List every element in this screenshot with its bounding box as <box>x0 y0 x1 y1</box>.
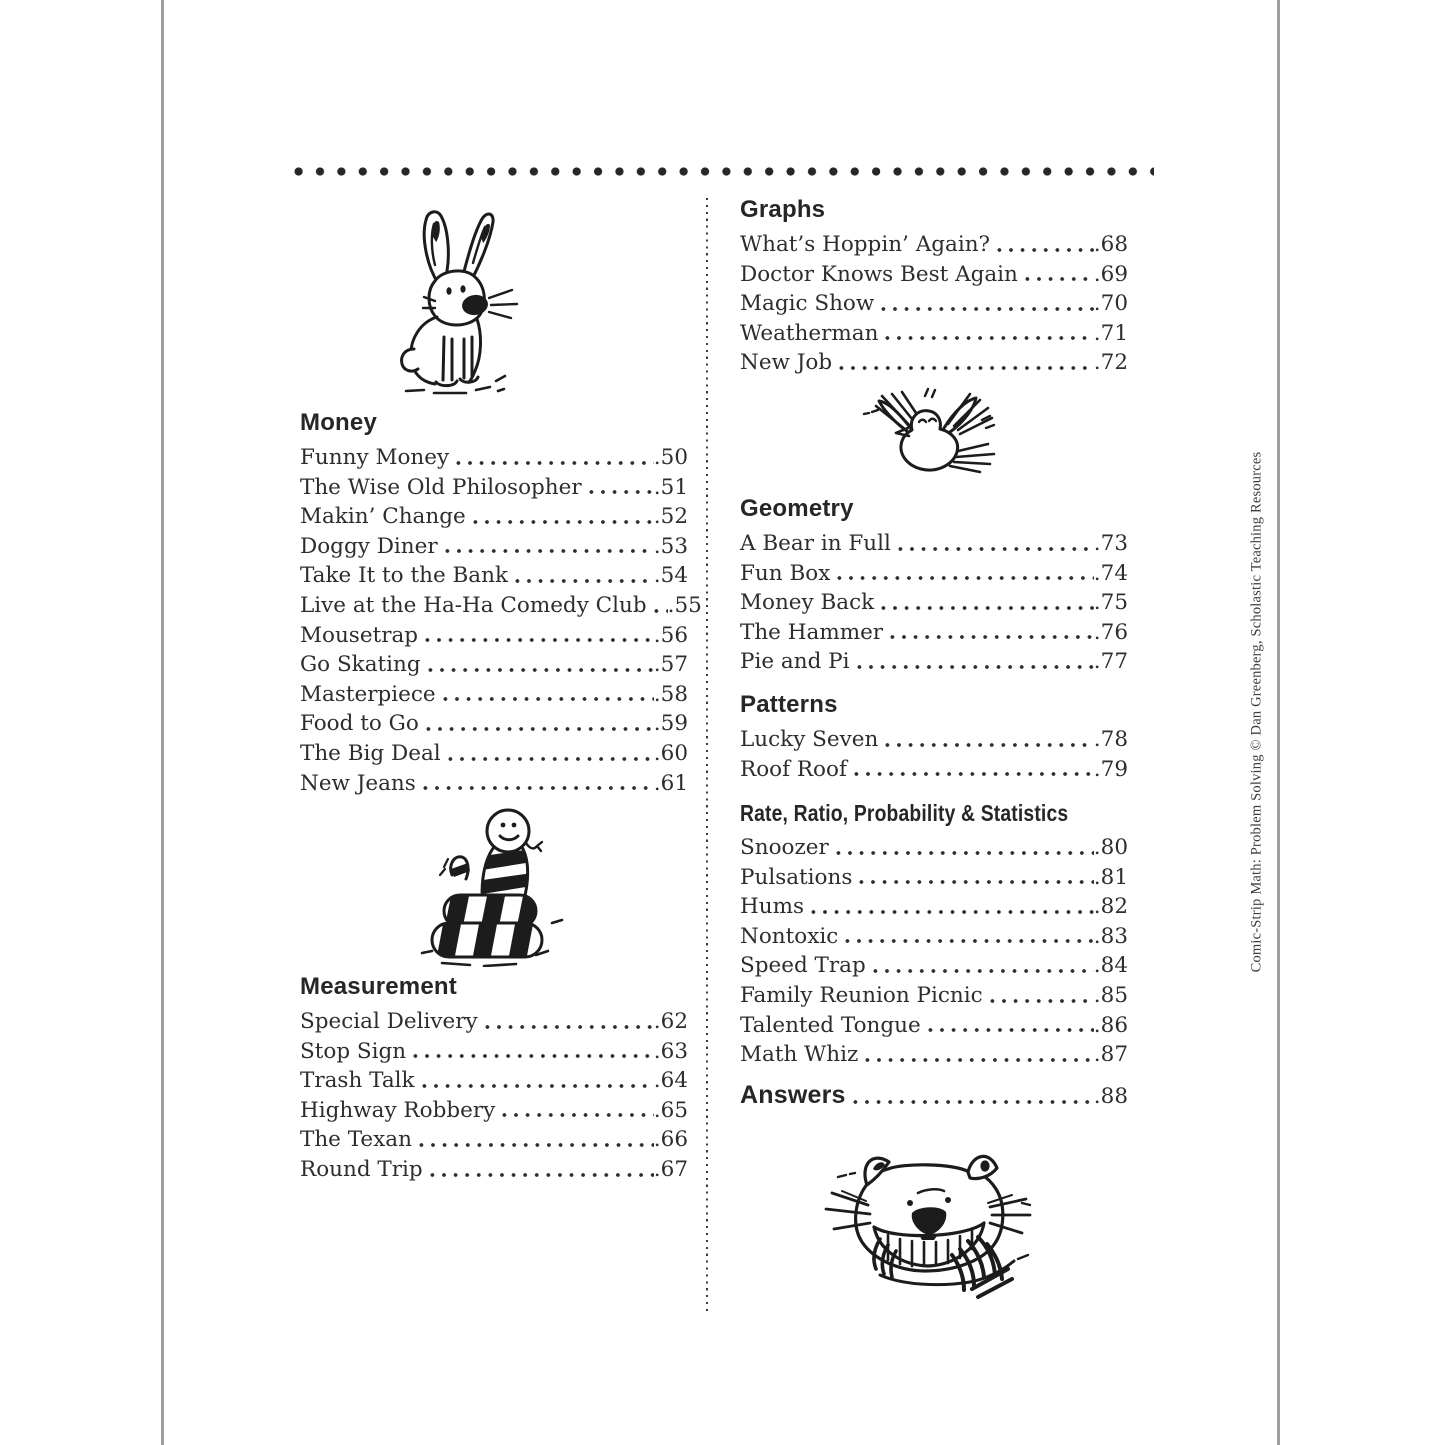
toc-entry-label: Hums <box>740 894 805 920</box>
dot-leader <box>430 1172 654 1178</box>
dot-leader <box>881 605 1094 611</box>
toc-entry <box>740 260 1128 290</box>
toc-entry <box>740 863 1128 893</box>
toc-entry <box>740 1040 1128 1070</box>
dot-leader <box>928 1027 1094 1033</box>
toc-entry-label: Lucky Seven <box>740 727 879 752</box>
toc-entry-page: . 60 <box>654 739 688 769</box>
dot-leader <box>589 489 654 495</box>
toc-entry-label: Go Skating <box>300 652 421 678</box>
section-answers <box>740 1080 1128 1112</box>
dot-leader <box>448 756 654 762</box>
toc-entry-page: . 76 <box>1094 618 1128 648</box>
toc-entry <box>300 650 688 680</box>
page-edge-left <box>161 0 164 1445</box>
toc-entry-label: Roof Roof <box>740 756 847 782</box>
toc-entry-page: . 64 <box>654 1066 688 1096</box>
toc-entry-page: . 52 <box>654 502 688 532</box>
toc-entry-label: Weatherman <box>740 320 879 346</box>
toc-entry-page: . 80 <box>1094 833 1128 863</box>
toc-entry-page: . 54 <box>654 561 688 591</box>
toc-entry-label: The Hammer <box>740 619 884 645</box>
toc-entry-page: . 84 <box>1094 951 1128 981</box>
toc-entry-page: . 55 <box>668 591 702 621</box>
toc-entry-label: Round Trip <box>300 1156 423 1182</box>
dot-leader <box>485 1024 654 1030</box>
toc-entry <box>300 532 688 562</box>
toc-entry-label: Food to Go <box>300 711 419 737</box>
toc-entry-label: Funny Money <box>300 445 450 470</box>
section-title: Answers <box>740 1081 846 1109</box>
section-title: Patterns <box>740 691 838 718</box>
dot-leader <box>845 938 1094 944</box>
dot-leader <box>473 519 654 525</box>
toc-entry <box>300 473 688 503</box>
toc-entry-page: . 83 <box>1094 922 1128 952</box>
toc-entry <box>740 588 1128 618</box>
toc-entry-label: The Big Deal <box>300 740 441 766</box>
rabbit-illustration <box>378 203 528 395</box>
toc-entry-page: . 66 <box>654 1125 688 1155</box>
toc-entry-label: Pulsations <box>740 864 853 890</box>
toc-entry-label: Talented Tongue <box>740 1012 921 1038</box>
toc-entry-page: . 67 <box>654 1155 688 1185</box>
section-title: Geometry <box>740 495 854 522</box>
dot-leader <box>419 1142 654 1148</box>
dot-leader <box>445 548 654 554</box>
toc-entry <box>740 559 1128 589</box>
toc-entry-page: . 77 <box>1094 647 1128 677</box>
toc-entry-label: Pie and Pi <box>740 649 850 675</box>
toc-entry <box>740 230 1128 260</box>
toc-entry-label: Fun Box <box>740 560 831 586</box>
toc-entry-label: Masterpiece <box>300 681 436 707</box>
toc-entry <box>300 1007 688 1037</box>
toc-entry <box>740 755 1128 785</box>
dot-leader <box>890 634 1094 640</box>
toc-entry <box>740 618 1128 648</box>
copyright-sidebar-text: Comic-Strip Math: Problem Solving © Dan Greenberg, Scholastic Teaching Resources <box>1248 451 1265 973</box>
dot-leader <box>423 785 654 791</box>
toc-entry <box>740 725 1128 755</box>
toc-entry-page: . 72 <box>1094 348 1128 378</box>
toc-entry <box>740 1011 1128 1041</box>
toc-entry <box>740 981 1128 1011</box>
toc-entry-label: The Wise Old Philosopher <box>300 474 582 500</box>
dot-leader <box>1025 276 1094 282</box>
toc-entry <box>300 1037 688 1067</box>
toc-entry-label: Snoozer <box>740 835 829 860</box>
toc-entry <box>300 680 688 710</box>
toc-entry-label: Special Delivery <box>300 1009 478 1034</box>
toc-entry-label: Speed Trap <box>740 953 866 979</box>
dot-leader <box>839 365 1094 371</box>
toc-entry-page: . 65 <box>654 1096 688 1126</box>
toc-entry <box>740 951 1128 981</box>
toc-entry <box>740 348 1128 378</box>
toc-entry-page: . 68 <box>1094 230 1128 260</box>
toc-entry-label: Trash Talk <box>300 1068 415 1094</box>
section-title: Measurement <box>300 973 457 1000</box>
section-title: Graphs <box>740 196 826 223</box>
toc-entry-page: . 75 <box>1094 588 1128 618</box>
dot-leader <box>413 1053 654 1059</box>
dot-leader <box>836 850 1094 856</box>
toc-entry <box>300 709 688 739</box>
dot-leader <box>515 578 654 584</box>
toc-entry <box>300 591 702 621</box>
toc-entry <box>740 529 1128 559</box>
dot-leader <box>853 1099 1094 1105</box>
toc-entry-label: Math Whiz <box>740 1042 859 1068</box>
section-geometry <box>740 494 1128 677</box>
toc-entry-label: Live at the Ha-Ha Comedy Club <box>300 592 647 618</box>
toc-entry <box>740 647 1128 677</box>
dot-leader <box>426 726 654 732</box>
toc-entry-label: Highway Robbery <box>300 1097 496 1123</box>
toc-entry-page: . 51 <box>654 473 688 503</box>
dot-leader <box>859 879 1093 885</box>
toc-entry-label: Nontoxic <box>740 923 839 949</box>
dot-leader <box>997 247 1094 253</box>
toc-entry-label: The Texan <box>300 1127 412 1153</box>
toc-entry <box>300 769 688 799</box>
toc-entry <box>740 833 1128 863</box>
toc-entry-page: . 78 <box>1094 725 1128 755</box>
dot-leader <box>854 771 1094 777</box>
section-title: Rate, Ratio, Probability & Statistics <box>740 800 1069 826</box>
toc-entry <box>300 621 688 651</box>
dot-leader <box>885 335 1093 341</box>
toc-entry <box>740 922 1128 952</box>
section-graphs <box>740 195 1128 378</box>
dot-leader <box>456 460 654 466</box>
toc-entry-page: . 87 <box>1094 1040 1128 1070</box>
toc-entry <box>300 1096 688 1126</box>
toc-entry-label: A Bear in Full <box>740 531 891 556</box>
dot-leader <box>422 1083 654 1089</box>
toc-entry <box>300 739 688 769</box>
grinning-cat-illustration <box>822 1143 1034 1321</box>
toc-entry <box>740 319 1128 349</box>
striped-worm-illustration <box>418 805 566 967</box>
toc-entry-page: . 58 <box>654 680 688 710</box>
toc-entry-label: What’s Hoppin’ Again? <box>740 232 991 257</box>
toc-entry-label: Mousetrap <box>300 622 419 648</box>
toc-entry-label: New Jeans <box>300 770 416 796</box>
dot-leader <box>873 968 1094 974</box>
toc-entry-page: . 81 <box>1094 863 1128 893</box>
dot-leader <box>502 1112 654 1118</box>
toc-entry-label: Doctor Knows Best Again <box>740 261 1018 287</box>
toc-entry-page: . 86 <box>1094 1011 1128 1041</box>
toc-entry-page: . 82 <box>1094 892 1128 922</box>
toc-entry-page: . 85 <box>1094 981 1128 1011</box>
toc-entry-label: Makin’ Change <box>300 504 466 530</box>
toc-entry-page: . 53 <box>654 532 688 562</box>
toc-entry <box>300 1125 688 1155</box>
section-rate-ratio <box>740 798 1128 1070</box>
dot-leader <box>990 998 1094 1004</box>
toc-entry-page: . 69 <box>1094 260 1128 290</box>
dot-leader <box>443 696 654 702</box>
toc-entry-page: . 70 <box>1094 289 1128 319</box>
section-money <box>300 408 702 798</box>
toc-entry <box>300 1155 688 1185</box>
dotted-divider-vertical <box>706 198 708 1315</box>
page-edge-right <box>1277 0 1280 1445</box>
toc-entry-label: Stop Sign <box>300 1038 407 1064</box>
flying-bird-illustration <box>852 384 1007 486</box>
toc-entry <box>300 502 688 532</box>
toc-entry-page: . 61 <box>654 769 688 799</box>
toc-entry-page: . 88 <box>1094 1082 1128 1112</box>
dot-leader <box>898 546 1094 552</box>
dot-leader <box>811 909 1094 915</box>
section-measurement <box>300 972 688 1185</box>
dot-leader <box>428 667 654 673</box>
toc-entry <box>300 1066 688 1096</box>
toc-entry <box>300 561 688 591</box>
dot-leader <box>881 306 1094 312</box>
toc-entry-label: New Job <box>740 350 833 376</box>
dot-leader <box>865 1057 1093 1063</box>
dot-leader <box>425 637 654 643</box>
toc-entry-page: . 56 <box>654 621 688 651</box>
toc-entry <box>300 443 688 473</box>
toc-entry-label: Magic Show <box>740 291 875 317</box>
dot-leader <box>885 742 1093 748</box>
toc-entry-label: Family Reunion Picnic <box>740 982 983 1008</box>
toc-entry <box>740 892 1128 922</box>
toc-right-column <box>740 0 1128 1445</box>
toc-entry-page: . 71 <box>1094 319 1128 349</box>
toc-entry-page: . 50 <box>654 443 688 473</box>
toc-entry <box>740 289 1128 319</box>
toc-entry-page: . 57 <box>654 650 688 680</box>
toc-entry-page: . 63 <box>654 1037 688 1067</box>
dot-leader <box>857 664 1094 670</box>
toc-entry-page: . 73 <box>1094 529 1128 559</box>
toc-entry-page: . 79 <box>1094 755 1128 785</box>
toc-entry-page: . 62 <box>654 1007 688 1037</box>
toc-entry-label: Doggy Diner <box>300 533 438 559</box>
dot-leader <box>837 575 1093 581</box>
toc-entry-label: Take It to the Bank <box>300 563 508 589</box>
section-title: Money <box>300 409 378 436</box>
dot-leader <box>654 608 668 614</box>
toc-left-column <box>300 0 702 1445</box>
section-patterns <box>740 690 1128 784</box>
toc-entry-page: . 59 <box>654 709 688 739</box>
toc-entry-label: Money Back <box>740 590 875 616</box>
toc-entry-page: . 74 <box>1094 559 1128 589</box>
